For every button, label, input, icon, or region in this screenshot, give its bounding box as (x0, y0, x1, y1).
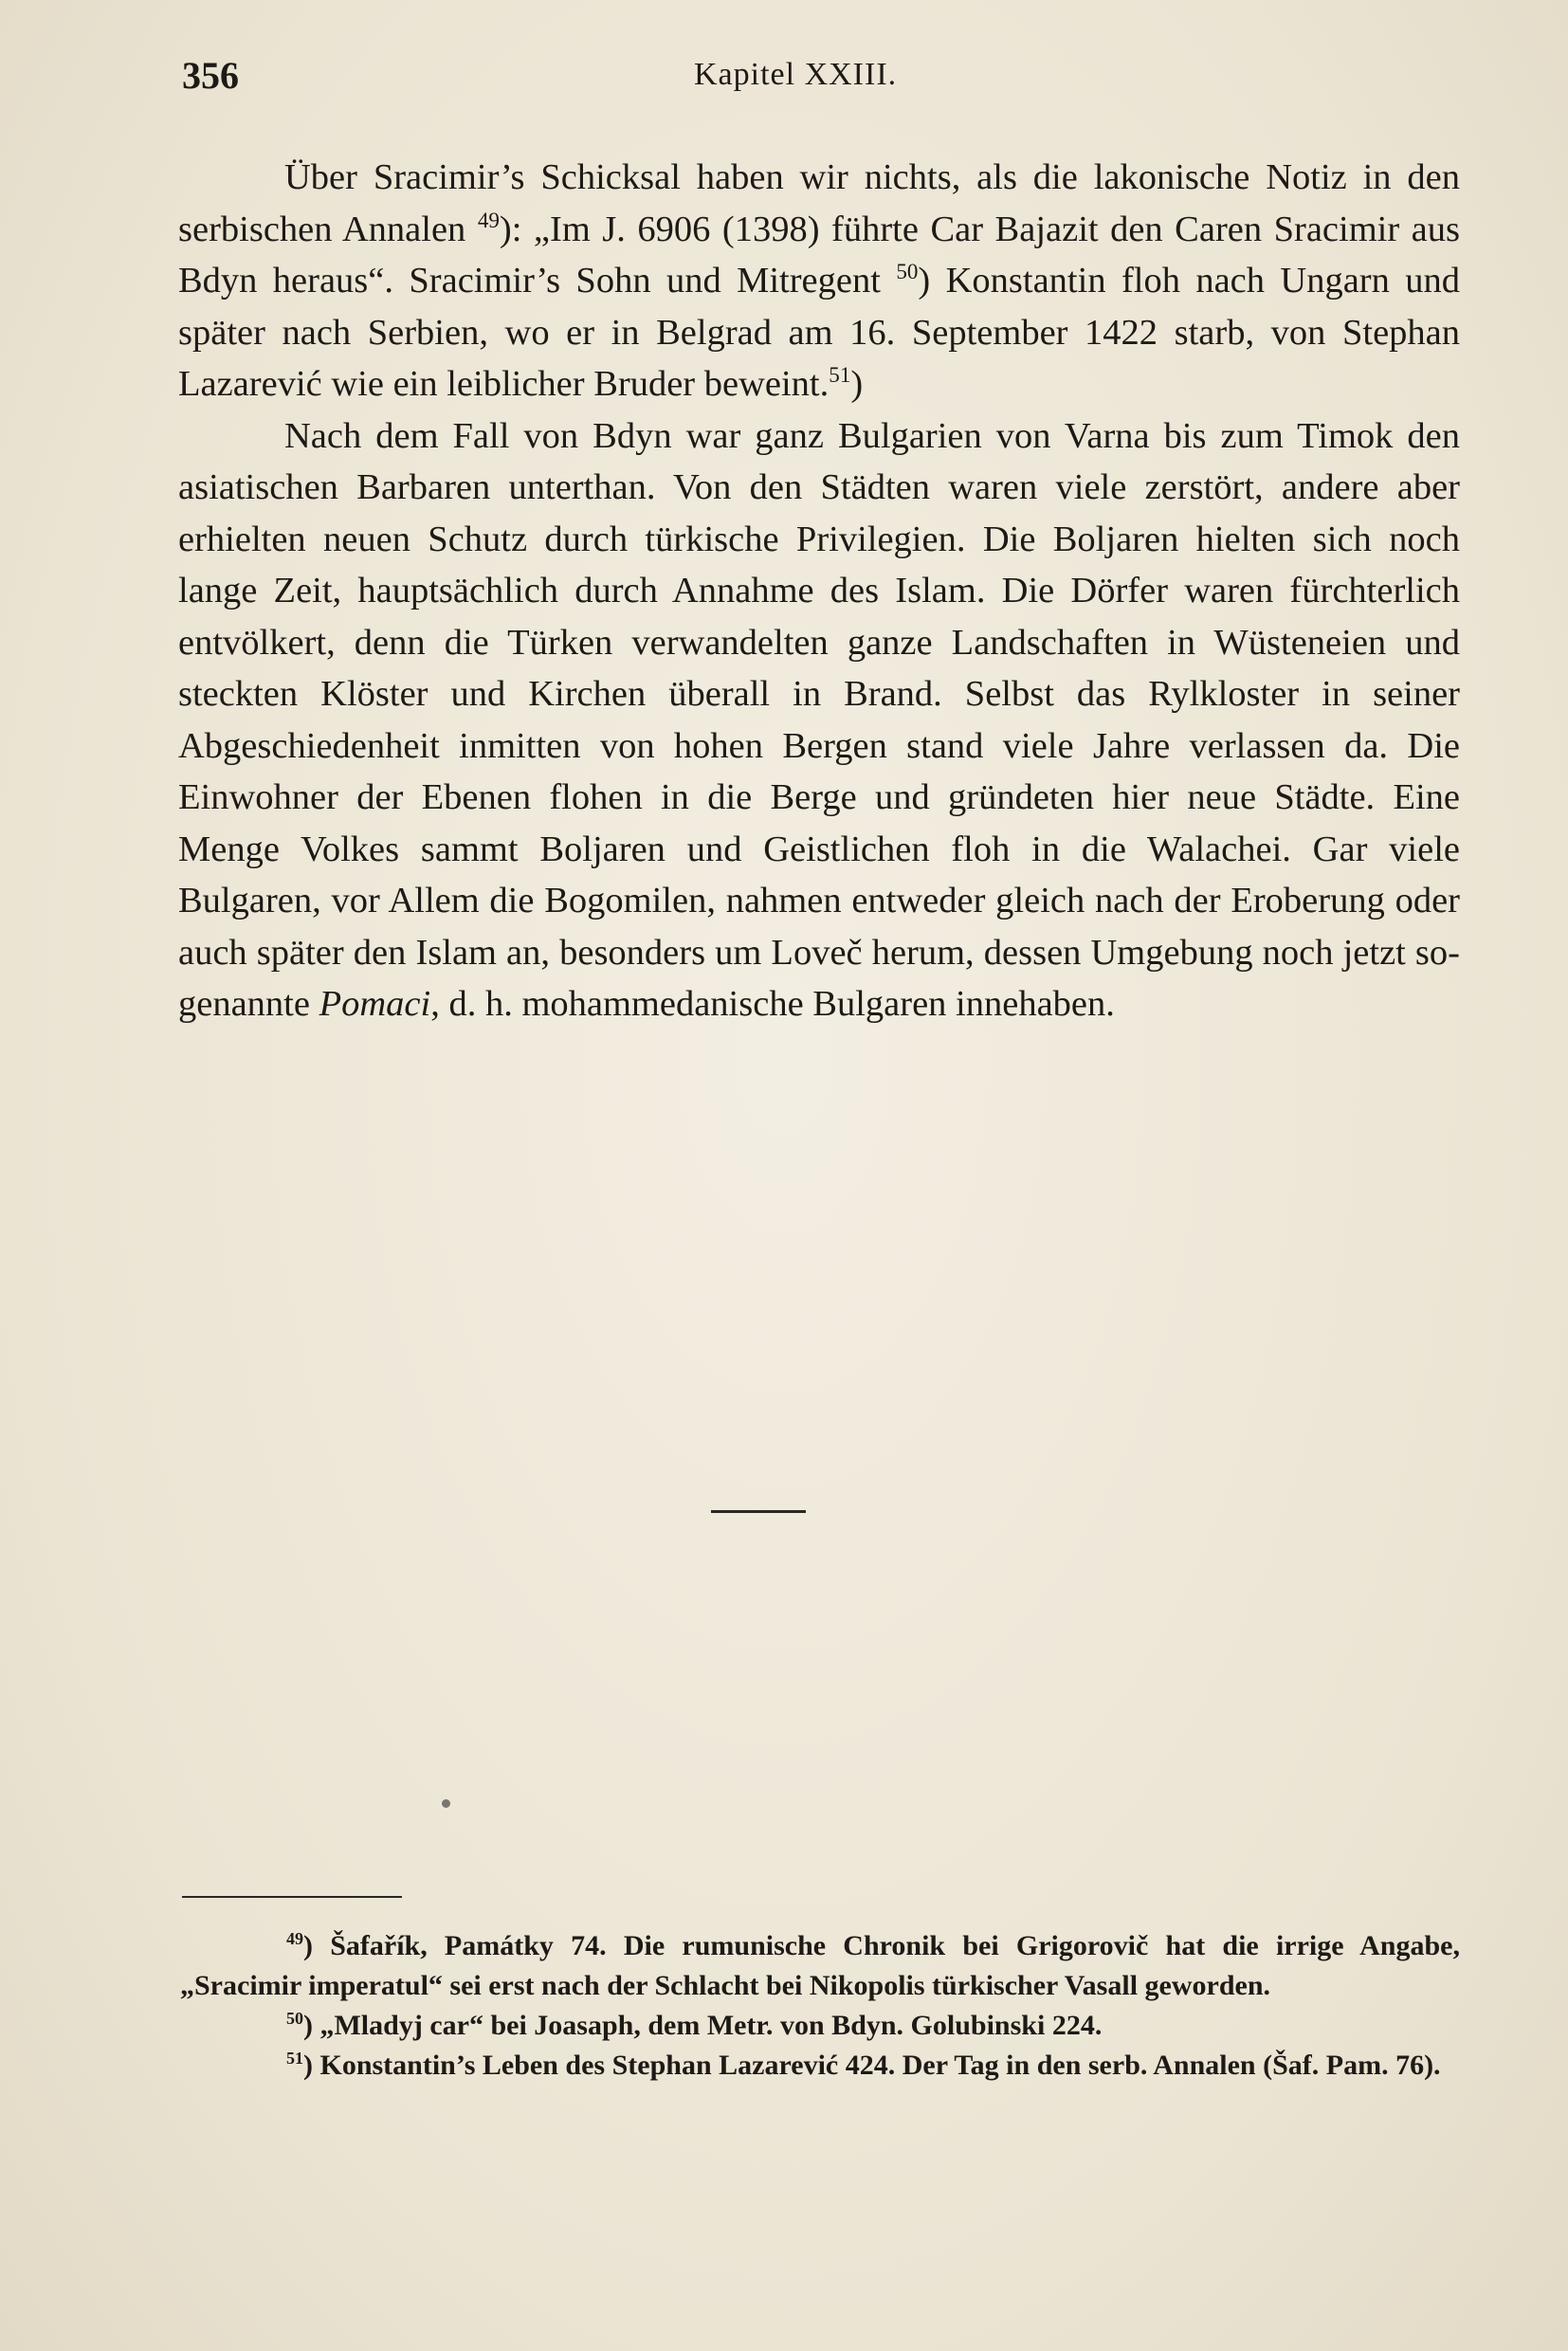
text-run: ) (850, 364, 864, 404)
footnote-51 (180, 2046, 1460, 2086)
footnote-text: ) „Mladyj car“ bei Joasaph, dem Metr. von Bdyn. Golubinski 224. (303, 2010, 1103, 2041)
footnote-49 (180, 1926, 1460, 2006)
footnote-text: ) Šafařík, Památky 74. Die rumunische Chronik bei Grigorovič hat die irrige Angabe, „Sracimir imperatul“ sei erst nach der Schlacht bei Nikopolis türkischer Vasall geworden. (180, 1930, 1460, 2001)
footnote-text: ) Konstantin’s Leben des Stephan Lazarević 424. Der Tag in den serb. Annalen (Šaf. Pam. 76). (303, 2050, 1441, 2081)
ink-speck (442, 1799, 450, 1808)
footnote-marker: 50 (286, 2009, 303, 2028)
footnote-ref-49: 49 (477, 207, 500, 232)
footnote-ref-50: 50 (896, 259, 919, 284)
text-run: Nach dem Fall von Bdyn war ganz Bulgarien von Varna bis zum Timok den asiatischen Barbaren unterthan. Von den Städten waren viele zerstört, andere aber erhielten neuen Schutz durch türkische Privilegien. Die Boljaren hielten sich noch lange Zeit, hauptsächlich durch Annahme des Islam. Die Dörfer waren fürchterlich entvölkert, denn die Türken verwandelten ganze Landschaften in Wüsteneien und steckten Klöster und Kirchen überall in Brand. Selbst das Rylkloster in seiner Abgeschiedenheit inmitten von hohen Bergen stand viele Jahre verlassen da. Die Einwohner der Ebenen flohen in die Berge und gründeten hier neue Städte. Eine Menge Volkes sammt Boljaren und Geistlichen floh in die Walachei. Gar viele Bulgaren, vor Allem die Bogomilen, nahmen entweder gleich nach der Eroberung oder auch später den Islam an, besonders um Loveč herum, dessen Umgebung noch jetzt sogenannte (178, 415, 1460, 1024)
text-run: , d. h. mohammedanische Bulgaren innehaben. (430, 984, 1115, 1024)
footnotes (180, 1926, 1460, 2086)
footnote-rule (182, 1896, 402, 1898)
text-run: ) Konstantin floh nach Ungarn und später nach Serbien, wo er in Belgrad am 16. September 1422 starb, von Stephan Lazarević wie ein leiblicher Bruder beweint. (178, 261, 1460, 404)
running-head (182, 53, 1462, 110)
footnote-marker: 51 (286, 2049, 303, 2068)
footnote-50 (180, 2006, 1460, 2046)
footnote-ref-51: 51 (829, 362, 851, 388)
paragraph (178, 152, 1460, 410)
italic-term: Pomaci (319, 984, 431, 1024)
page-number: 356 (182, 54, 239, 97)
section-separator (711, 1510, 806, 1513)
body-text (178, 152, 1460, 1030)
running-title: Kapitel XXIII. (694, 57, 898, 92)
footnote-marker: 49 (286, 1929, 303, 1948)
paragraph (178, 410, 1460, 1030)
text-run: Über Sracimir’s Schicksal haben wir nichts, als die lakonische Notiz in den serbischen Annalen (178, 157, 1460, 249)
text-run: ): „Im J. 6906 (1398) führte Car Bajazit den Caren Sracimir aus Bdyn heraus“. Sracimir’s Sohn und Mitregent (178, 209, 1460, 301)
